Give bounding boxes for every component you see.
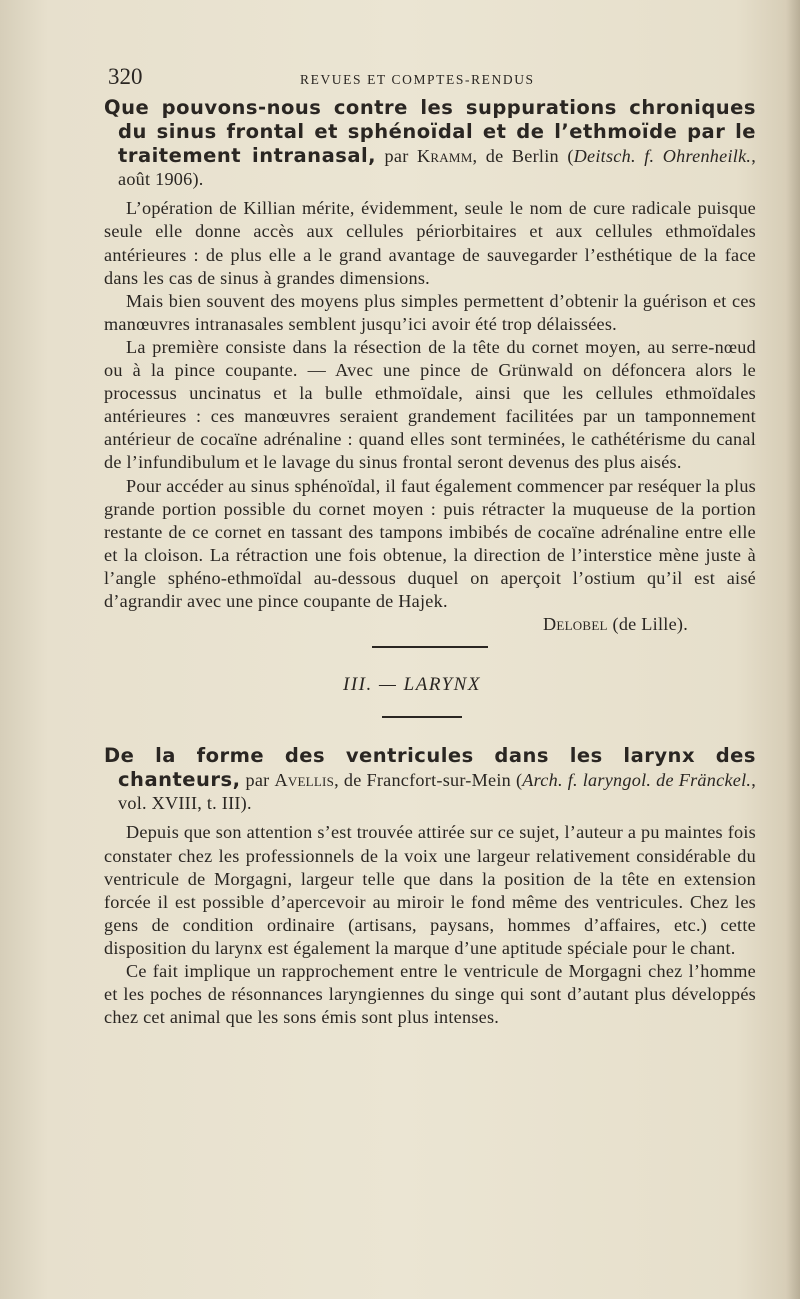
publication-date: , août 1906). bbox=[118, 146, 756, 190]
title-par: par bbox=[240, 770, 275, 791]
article-avellis bbox=[104, 744, 756, 1029]
journal-name: Deitsch. f. Ohrenheilk. bbox=[573, 146, 752, 167]
section-heading: III. — LARYNX bbox=[343, 674, 481, 696]
paragraph: La première consiste dans la résection de la tête du cornet moyen, au serre-nœud ou à la pince coupante. — Avec une pince de Grünwald on défoncera alors le processus uncinatus et la bulle ethmoïdale, ainsi que les cellules ethmoïdales antérieures : ces manœuvres seraient grandement facilitées par un tamponnement antérieur de cocaïne adrénaline : quand elles sont terminées, le cathétérisme du canal de l’infundibulum et le lavage du sinus frontal seront devenus des plus aisés. bbox=[104, 336, 756, 473]
running-head bbox=[104, 62, 756, 96]
article-title bbox=[104, 744, 756, 815]
paragraph: Ce fait implique un rapprochement entre le ventricule de Morgagni chez l’homme et les poches de résonnances laryngiennes du singe qui sont d’autant plus développés chez cet animal que les sons émis sont plus intenses. bbox=[104, 961, 756, 1028]
article-title-bold: Que pouvons-nous contre les suppurations chroniques du sinus frontal et sphénoïdal et de l’ethmoïde par le traitement intranasal, bbox=[104, 96, 756, 168]
author-location: , de Berlin ( bbox=[472, 146, 574, 167]
article-title-bold: De la forme des ventricules dans les larynx des chanteurs, bbox=[104, 744, 756, 792]
reviewer-place: (de Lille). bbox=[607, 614, 688, 635]
paragraph: Depuis que son attention s’est trouvée attirée sur ce sujet, l’auteur a pu maintes fois constater chez les professionnels de la voix une largeur relativement considérable du ventricule de Morgagni, largeur telle que dans la position de la tête en extension forcée il est possible d’apercevoir au miroir le fond même des ventricules. Chez les gens de condition ordinaire (artisans, paysans, hommes d’affaires, etc.) cette disposition du larynx est également la marque d’une aptitude spéciale pour le chant. bbox=[104, 822, 756, 958]
page-number: 320 bbox=[108, 64, 143, 89]
journal-name: Arch. f. laryngol. de Fränckel. bbox=[522, 770, 752, 791]
section-divider-bottom bbox=[382, 716, 462, 718]
article-author: Avellis bbox=[274, 770, 335, 791]
reviewer-name: Delobel bbox=[543, 614, 608, 635]
paragraph: Pour accéder au sinus sphénoïdal, il faut également commencer par reséquer la plus grande portion possible du cornet moyen : puis rétracter la muqueuse de la portion restante de ce cornet en tassant des tampons imbibés de cocaïne adrénaline entre elle et la cloison. La rétraction une fois obtenue, la direction de l’interstice mène juste à l’angle sphéno-ethmoïdal au-dessous duquel on aperçoit l’ostium qu’il est aisé d’agrandir avec une pince coupante de Hajek. bbox=[104, 475, 756, 611]
article-author: Kramm bbox=[416, 146, 473, 167]
section-divider-top bbox=[372, 646, 488, 648]
journal-volume: , vol. XVIII, t. III). bbox=[118, 770, 756, 814]
running-title: REVUES ET COMPTES-RENDUS bbox=[300, 72, 535, 87]
title-par: par bbox=[376, 146, 417, 167]
article-kramm bbox=[104, 96, 756, 636]
article-title bbox=[104, 96, 756, 191]
paragraph: Mais bien souvent des moyens plus simples permettent d’obtenir la guérison et ces manœuvres intranasales semblent jusqu’ici avoir été trop délaissées. bbox=[104, 290, 756, 334]
page-edge-shadow bbox=[786, 0, 800, 1299]
author-location: , de Francfort-sur-Mein ( bbox=[334, 770, 523, 791]
paragraph: L’opération de Killian mérite, évidemment, seule le nom de cure radicale puisque seule elle donne accès aux cellules périorbitaires et aux cellules ethmoïdales antérieures : de plus elle a le grand avantage de sauvegarder l’esthétique de la face dans les cas de sinus à grandes dimensions. bbox=[104, 198, 756, 288]
page-content bbox=[104, 62, 756, 1029]
reviewer-signature bbox=[104, 613, 756, 636]
